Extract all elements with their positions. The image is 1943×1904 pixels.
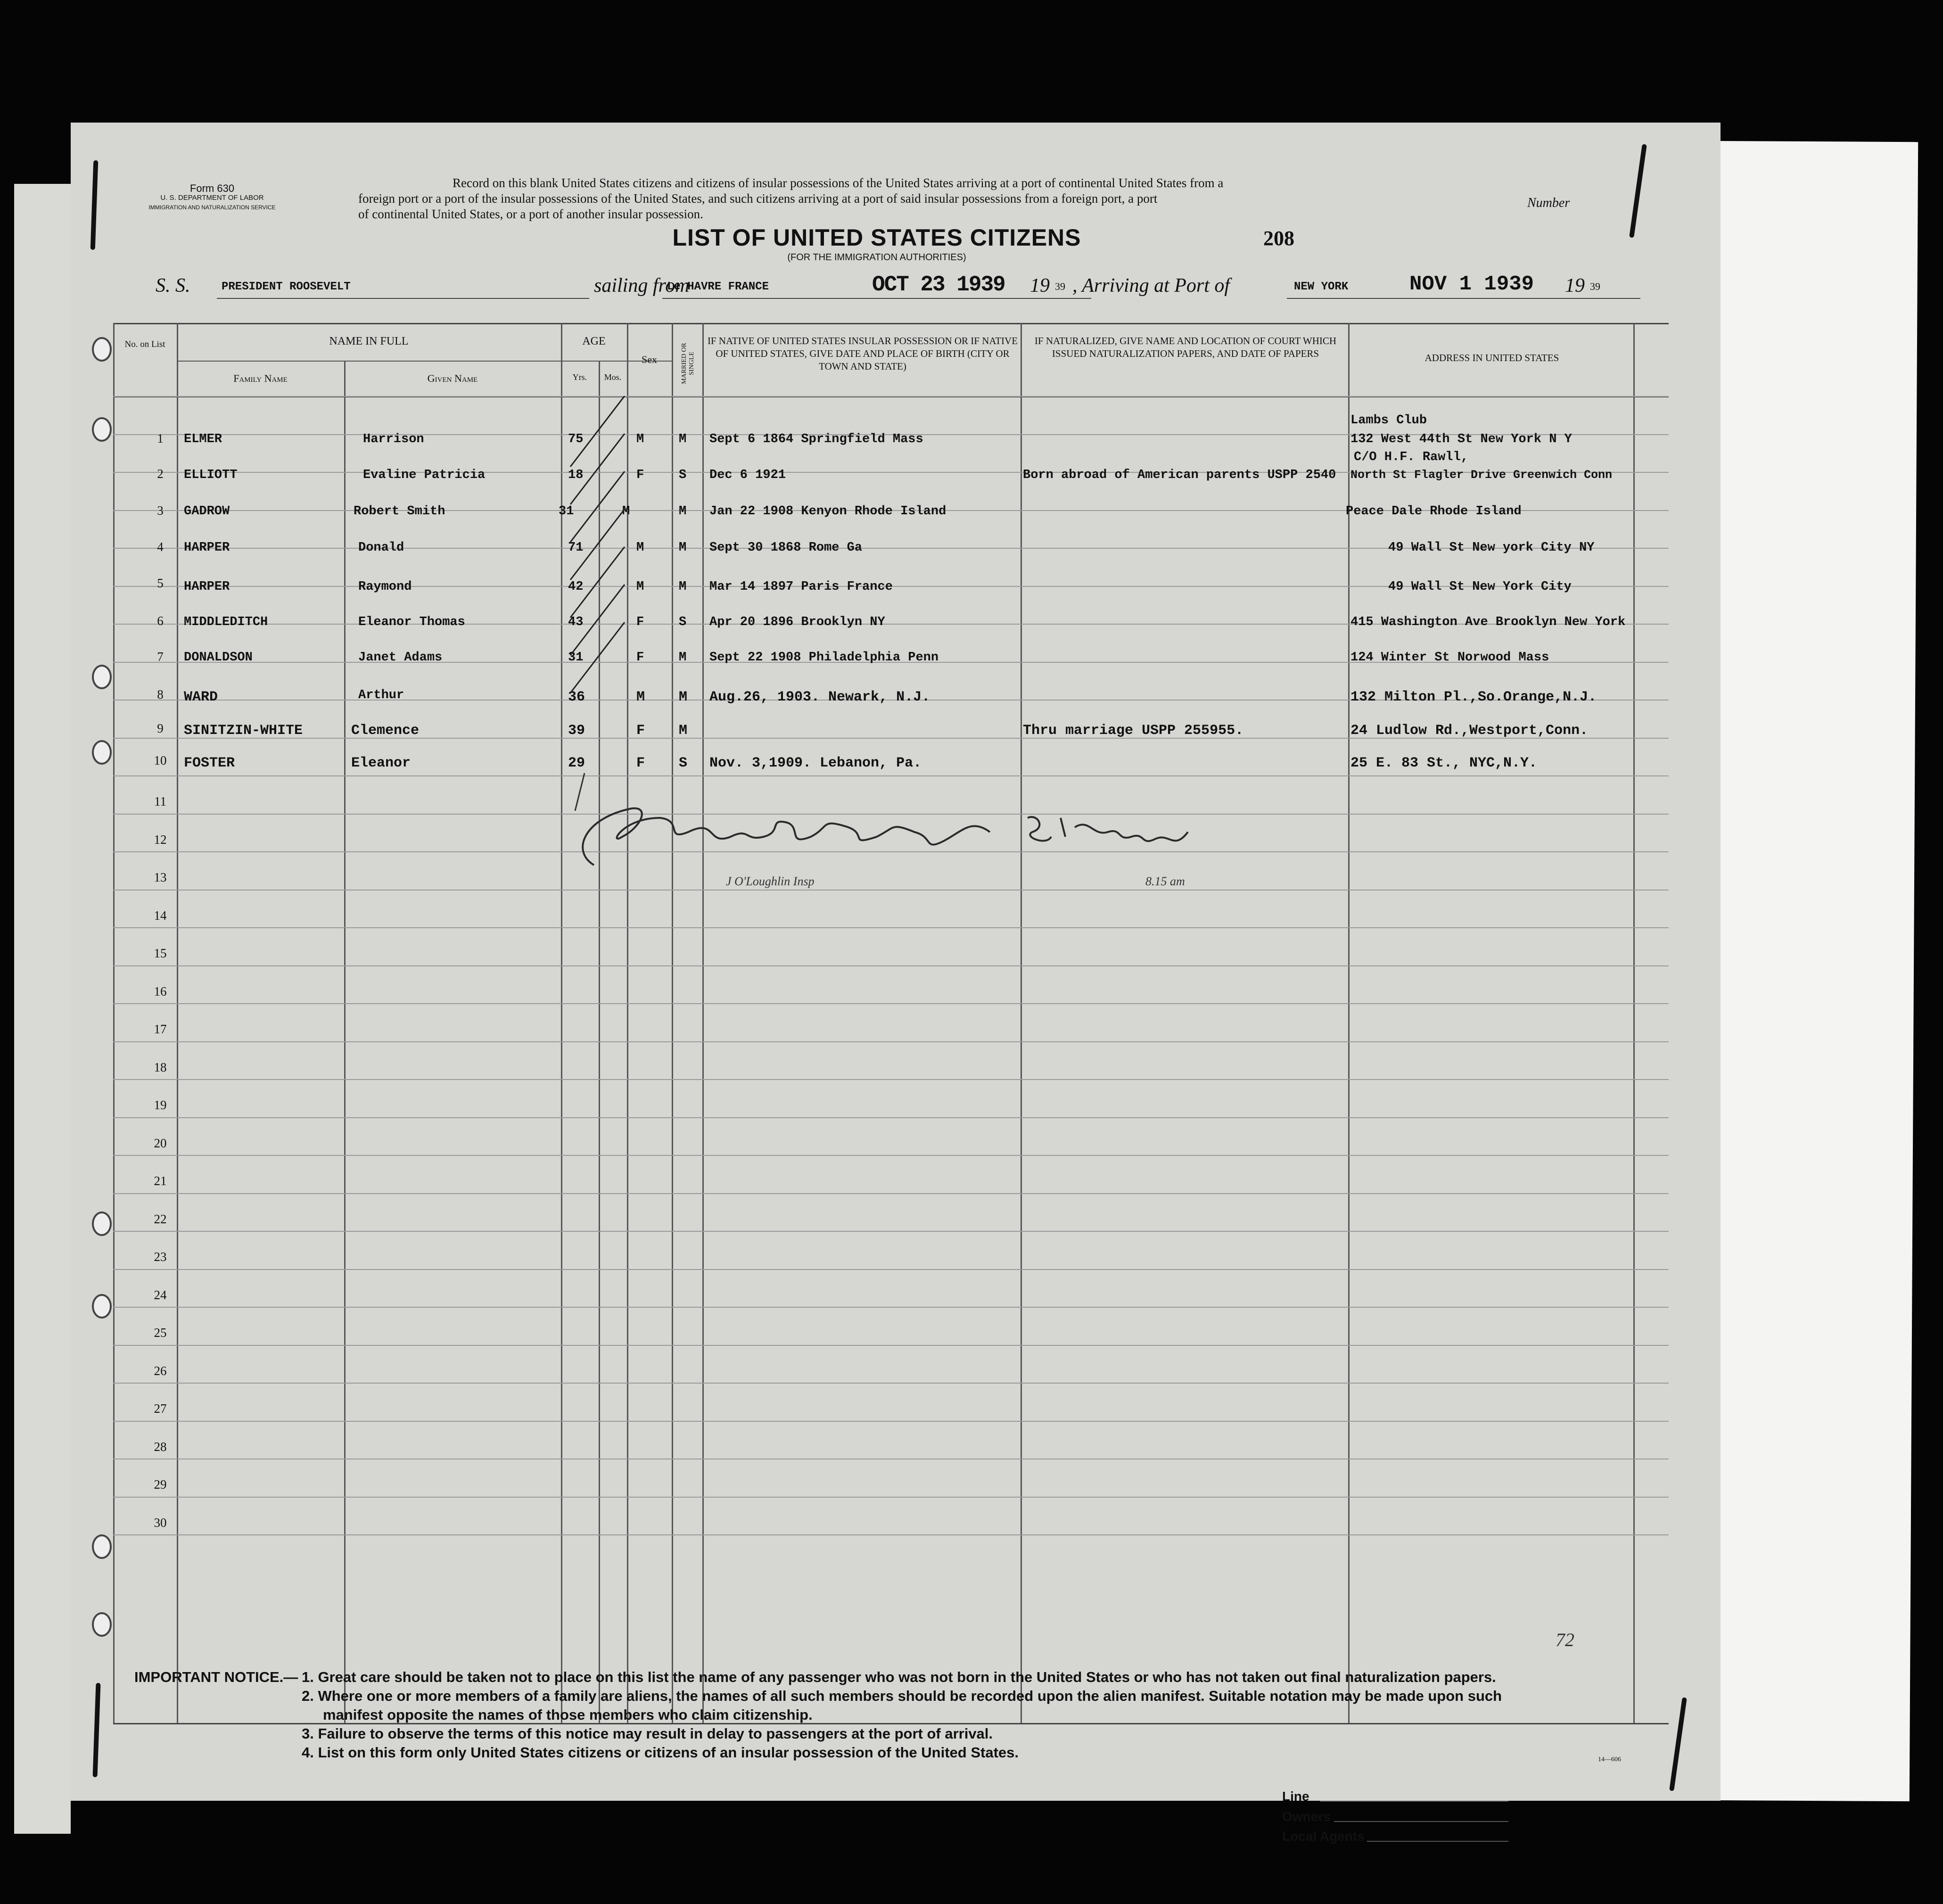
sex: F <box>636 468 644 482</box>
age-years: 71 <box>568 541 584 555</box>
instructions-line-2: foreign port or a port of the insular possessions of the United States, and such citizens arriving at a port of said insular possessions from a foreign port, a port <box>358 191 1158 206</box>
punch-hole <box>92 1212 112 1236</box>
marital-status: M <box>679 504 687 519</box>
header-age-months: Mos. <box>604 372 622 382</box>
list-number: 208 <box>1263 227 1294 250</box>
given-name: Eleanor <box>351 755 411 771</box>
form-id-block <box>137 184 288 212</box>
row-rule <box>113 927 1669 928</box>
empty-row-number: 23 <box>154 1250 167 1264</box>
empty-row-number: 28 <box>154 1439 167 1454</box>
age-years: 31 <box>559 504 574 519</box>
service-name: IMMIGRATION AND NATURALIZATION SERVICE <box>148 204 276 211</box>
citizen-manifest-form <box>71 123 1721 1844</box>
given-name: Donald <box>358 541 404 555</box>
given-name: Clemence <box>351 723 420 739</box>
birth-info: Apr 20 1896 Brooklyn NY <box>709 615 885 629</box>
row-number: 3 <box>157 503 164 518</box>
header-birth-info: IF NATIVE OF UNITED STATES INSULAR POSSESSION OR IF NATIVE OF UNITED STATES, GIVE DATE AND PLACE OF BIRTH (CITY OR TOWN AND STATE) <box>707 335 1018 372</box>
sex: M <box>636 580 644 594</box>
family-name: ELMER <box>184 432 222 446</box>
birth-info: Sept 22 1908 Philadelphia Penn <box>709 651 939 665</box>
family-name: GADROW <box>184 504 230 519</box>
birth-info: Nov. 3,1909. Lebanon, Pa. <box>709 755 922 771</box>
arrival-time: 8.15 am <box>1145 874 1185 888</box>
punch-hole <box>92 337 112 362</box>
address: 49 Wall St New York City <box>1388 580 1572 594</box>
punch-hole <box>92 1294 112 1319</box>
empty-row-number: 21 <box>154 1174 167 1188</box>
line-label: Line <box>1282 1789 1309 1804</box>
form-code: 14—606 <box>1598 1756 1621 1763</box>
form-instructions <box>358 175 1537 222</box>
row-number: 8 <box>157 687 164 701</box>
sex: M <box>636 432 644 446</box>
row-number: 6 <box>157 614 164 628</box>
row-number: 5 <box>157 576 164 590</box>
row-rule <box>113 965 1669 966</box>
row-rule <box>113 1079 1669 1080</box>
instructions-line-1: Record on this blank United States citizens and citizens of insular possessions of the United States arriving at a port of continental United States from a <box>453 176 1224 190</box>
punch-hole <box>92 1534 112 1559</box>
header-no-on-list: No. on List <box>124 339 165 349</box>
age-years: 39 <box>568 723 585 739</box>
row-rule <box>113 1117 1669 1118</box>
header-address: ADDRESS IN UNITED STATES <box>1424 352 1559 363</box>
sex: F <box>636 723 645 739</box>
empty-row-number: 27 <box>154 1401 167 1416</box>
age-years: 18 <box>568 468 584 482</box>
address: 132 West 44th St New York N Y <box>1350 432 1572 446</box>
row-rule <box>113 1383 1669 1384</box>
notice-item-2-continued: manifest opposite the names of those members who claim citizenship. <box>323 1706 813 1723</box>
row-rule <box>113 1497 1669 1498</box>
row-rule <box>113 1345 1669 1346</box>
given-name: Arthur <box>358 688 404 702</box>
marital-status: M <box>679 541 687 555</box>
address: 124 Winter St Norwood Mass <box>1350 651 1549 665</box>
ship-name: PRESIDENT ROOSEVELT <box>222 280 351 293</box>
row-number: 1 <box>157 431 164 445</box>
address: 132 Milton Pl.,So.Orange,N.J. <box>1350 689 1597 705</box>
family-name: ELLIOTT <box>184 468 238 482</box>
address: Peace Dale Rhode Island <box>1346 504 1522 519</box>
birth-info: Mar 14 1897 Paris France <box>709 580 893 594</box>
header-family-name: Family Name <box>233 372 288 384</box>
header-married-single: MARRIED OR SINGLE <box>681 343 695 384</box>
given-name: Janet Adams <box>358 651 443 665</box>
empty-row-number: 11 <box>154 794 166 808</box>
year-suffix-2: 39 <box>1590 280 1600 292</box>
sailing-from-label: sailing from <box>594 275 690 297</box>
form-title: LIST OF UNITED STATES CITIZENS <box>672 224 1081 251</box>
birth-info: Aug.26, 1903. Newark, N.J. <box>709 689 930 705</box>
family-name: HARPER <box>184 580 230 594</box>
family-name: DONALDSON <box>184 651 253 665</box>
row-rule <box>113 775 1669 776</box>
sex: F <box>636 615 644 629</box>
sex: M <box>636 541 644 555</box>
inspector-signature <box>566 799 1343 874</box>
header-age: AGE <box>582 335 606 347</box>
family-name: HARPER <box>184 541 230 555</box>
header-given-name: Given Name <box>427 372 478 384</box>
passenger-table <box>113 323 1669 1723</box>
birth-info: Sept 30 1868 Rome Ga <box>709 541 863 555</box>
owners-label: Owners <box>1282 1809 1331 1824</box>
given-name: Robert Smith <box>354 504 445 519</box>
empty-row-number: 13 <box>154 870 167 884</box>
address-line-1: Lambs Club <box>1350 413 1427 428</box>
year-prefix-2: 19 <box>1565 275 1585 297</box>
address: 415 Washington Ave Brooklyn New York <box>1350 615 1626 629</box>
header-sex: Sex <box>642 354 657 365</box>
age-years: 75 <box>568 432 584 446</box>
empty-row-number: 18 <box>154 1060 167 1074</box>
punch-hole <box>92 665 112 689</box>
row-rule <box>113 1269 1669 1270</box>
row-number: 4 <box>157 540 164 554</box>
notice-item-1: 1. Great care should be taken not to place on this list the name of any passenger who was not born in the United States or who has not taken out final naturalization papers. <box>302 1669 1496 1685</box>
sex: M <box>622 504 630 519</box>
address: 25 E. 83 St., NYC,N.Y. <box>1350 755 1538 771</box>
marital-status: M <box>679 432 687 446</box>
local-agents-label: Local Agents <box>1282 1829 1365 1844</box>
family-name: MIDDLEDITCH <box>184 615 268 629</box>
notice-item-4: 4. List on this form only United States citizens or citizens of an insular possession of the United States. <box>302 1744 1019 1761</box>
header-age-years: Yrs. <box>572 372 587 382</box>
sex: F <box>636 651 644 665</box>
row-rule <box>113 1421 1669 1422</box>
address: 49 Wall St New york City NY <box>1388 541 1595 555</box>
empty-row-number: 25 <box>154 1326 167 1340</box>
year-suffix-1: 39 <box>1055 280 1065 292</box>
notice-item-3: 3. Failure to observe the terms of this notice may result in delay to passengers at the port of arrival. <box>302 1725 993 1742</box>
naturalization-info: Born abroad of American parents USPP 2540 <box>1023 468 1336 482</box>
year-prefix-1: 19 <box>1030 275 1050 297</box>
family-name: SINITZIN-WHITE <box>184 723 303 739</box>
marital-status: S <box>679 615 687 629</box>
sex: F <box>636 755 645 771</box>
row-rule <box>113 1155 1669 1156</box>
underlying-page-edge <box>14 184 71 1834</box>
birth-info: Sept 6 1864 Springfield Mass <box>709 432 923 446</box>
empty-row-number: 20 <box>154 1136 167 1150</box>
empty-row-number: 19 <box>154 1098 167 1112</box>
given-name: Raymond <box>358 580 412 594</box>
empty-row-number: 15 <box>154 946 167 960</box>
row-rule <box>113 1041 1669 1042</box>
punch-hole <box>92 417 112 442</box>
address: 24 Ludlow Rd.,Westport,Conn. <box>1350 723 1589 739</box>
handwritten-check-marks <box>561 396 674 811</box>
empty-row-number: 24 <box>154 1287 167 1302</box>
row-rule <box>113 1231 1669 1232</box>
empty-row-number: 14 <box>154 908 167 923</box>
empty-row-number: 22 <box>154 1212 167 1226</box>
birth-info: Dec 6 1921 <box>709 468 786 482</box>
age-years: 43 <box>568 615 584 629</box>
signature-text: J O'Loughlin Insp <box>726 874 815 888</box>
form-number: Form 630 <box>189 182 235 194</box>
arrival-port: NEW YORK <box>1294 280 1349 293</box>
empty-row-number: 30 <box>154 1515 167 1530</box>
age-years: 29 <box>568 755 585 771</box>
row-rule <box>113 1003 1669 1004</box>
notice-item-2: 2. Where one or more members of a family are aliens, the names of all such members should be recorded upon the alien manifest. Suitable notation may be made upon such <box>302 1688 1502 1704</box>
empty-row-number: 12 <box>154 832 167 847</box>
row-rule <box>113 1307 1669 1308</box>
row-rule <box>113 1193 1669 1194</box>
instructions-line-3: of continental United States, or a port of another insular possession. <box>358 207 703 221</box>
adjacent-page <box>1693 141 1918 1801</box>
row-number: 7 <box>157 650 164 664</box>
age-years: 36 <box>568 689 585 705</box>
family-name: FOSTER <box>184 755 235 771</box>
age-years: 31 <box>568 651 584 665</box>
given-name: Evaline Patricia <box>363 468 486 482</box>
address-line-1: C/O H.F. Rawll, <box>1354 450 1469 464</box>
page-mark: 72 <box>1556 1629 1574 1650</box>
age-years: 42 <box>568 580 584 594</box>
marital-status: M <box>679 651 687 665</box>
empty-row-number: 29 <box>154 1477 167 1492</box>
arriving-label: , Arriving at Port of <box>1072 275 1230 297</box>
given-name: Eleanor Thomas <box>358 615 465 629</box>
empty-row-number: 17 <box>154 1022 167 1036</box>
row-number: 2 <box>157 467 164 481</box>
marital-status: M <box>679 580 687 594</box>
family-name: WARD <box>184 689 218 705</box>
departure-port: Le HAVRE FRANCE <box>667 280 769 293</box>
address: North St Flagler Drive Greenwich Conn <box>1350 468 1613 482</box>
marital-status: M <box>679 689 688 705</box>
empty-row-number: 26 <box>154 1363 167 1378</box>
header-naturalization-info: IF NATURALIZED, GIVE NAME AND LOCATION OF COURT WHICH ISSUED NATURALIZATION PAPERS, AND DATE OF PAPERS <box>1034 335 1337 359</box>
marital-status: S <box>679 468 687 482</box>
row-rule <box>113 1534 1669 1535</box>
row-rule <box>113 396 1669 397</box>
birth-info: Jan 22 1908 Kenyon Rhode Island <box>709 504 947 519</box>
arrival-date-stamp: NOV 1 1939 <box>1409 272 1534 296</box>
row-number: 10 <box>154 753 167 767</box>
number-label: Number <box>1527 196 1570 210</box>
marital-status: S <box>679 755 688 771</box>
empty-row-number: 16 <box>154 984 167 998</box>
punch-hole <box>92 1612 112 1637</box>
header-name-in-full: NAME IN FULL <box>329 335 409 347</box>
row-number: 9 <box>157 721 164 735</box>
form-subtitle: (FOR THE IMMIGRATION AUTHORITIES) <box>787 252 966 263</box>
ss-label: S. S. <box>156 275 190 297</box>
important-notice-label: IMPORTANT NOTICE.— <box>134 1669 298 1685</box>
naturalization-info: Thru marriage USPP 255955. <box>1023 723 1244 739</box>
marital-status: M <box>679 723 688 739</box>
department-name: U. S. DEPARTMENT OF LABOR <box>160 194 264 202</box>
given-name: Harrison <box>363 432 424 446</box>
sex: M <box>636 689 645 705</box>
departure-date-stamp: OCT 23 1939 <box>872 272 1005 297</box>
punch-hole <box>92 740 112 765</box>
